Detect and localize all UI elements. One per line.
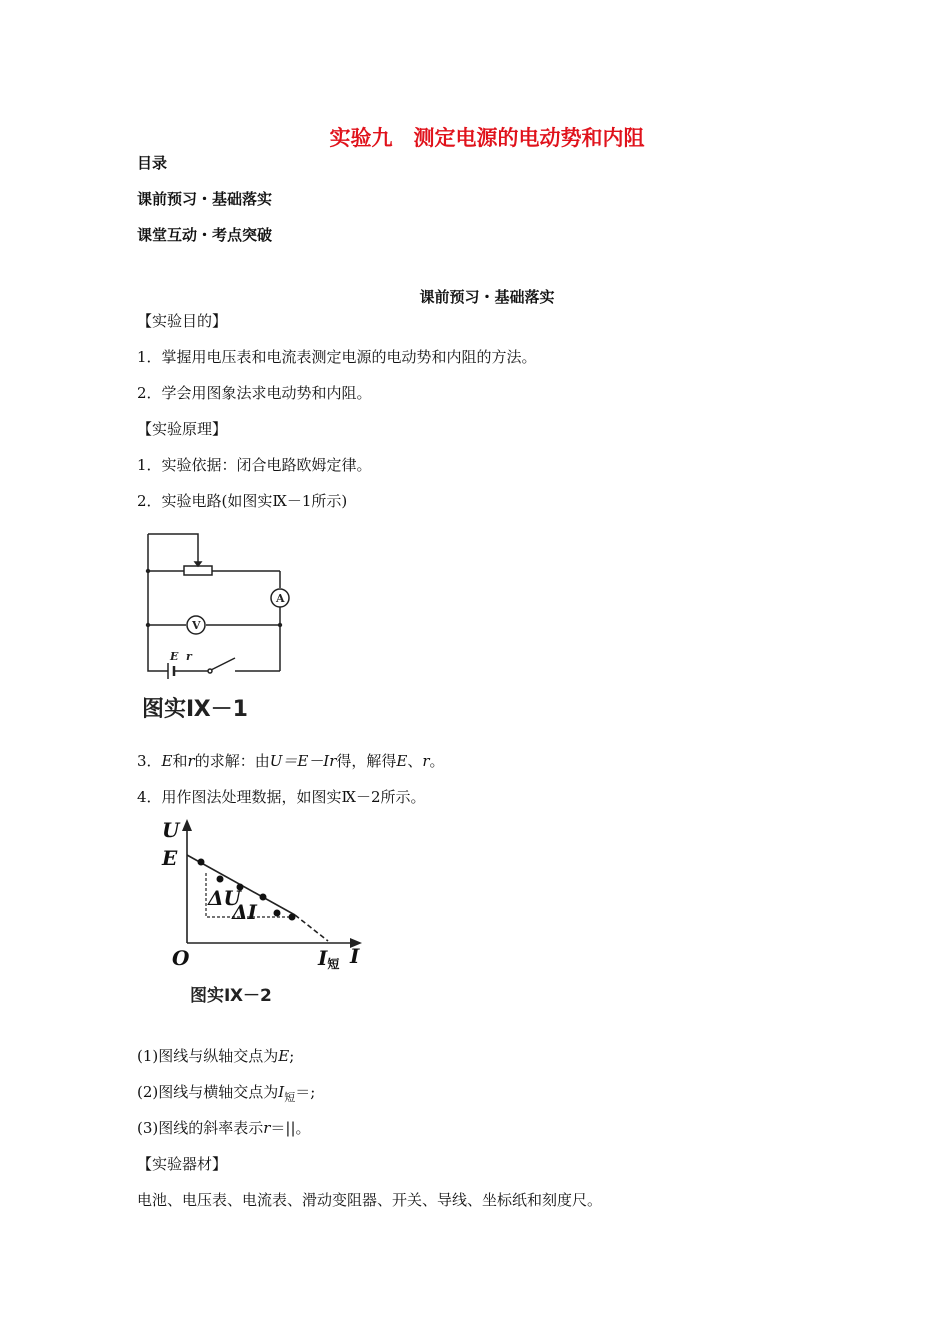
voltmeter-label: V xyxy=(192,619,201,632)
note-2: (2)图线与横轴交点为$I_短=$; xyxy=(137,1083,316,1104)
page-title: 实验九 测定电源的电动势和内阻 xyxy=(329,126,645,150)
delta-i-label: ΔI xyxy=(232,900,257,924)
ammeter-label: A xyxy=(276,592,285,605)
purpose-heading: 【实验目的】 xyxy=(137,312,228,330)
toc-link-classroom[interactable]: 课堂互动・考点突破 xyxy=(137,226,273,244)
switch xyxy=(211,658,235,670)
internal-resistance-label: r xyxy=(186,650,192,663)
data-point xyxy=(217,876,224,883)
x-axis-label: I xyxy=(350,944,360,968)
principle-item-3: 3．E和r的求解：由U＝E－Ir得，解得E、r。 xyxy=(137,752,445,770)
toc-link-preview[interactable]: 课前预习・基础落实 xyxy=(137,190,273,208)
intercept-i-label: I短 xyxy=(318,946,340,971)
circuit-diagram xyxy=(140,528,300,728)
data-point xyxy=(274,910,281,917)
origin-label: O xyxy=(172,946,190,970)
ui-graph xyxy=(160,815,380,1015)
intercept-e-label: E xyxy=(162,846,178,870)
purpose-item-2: 2．学会用图象法求电动势和内阻。 xyxy=(137,384,372,402)
rheostat-slider-wire xyxy=(148,534,198,562)
note-1: (1)图线与纵轴交点为E; xyxy=(137,1047,295,1065)
emf-label: E xyxy=(170,650,179,663)
principle-item-1: 1．实验依据：闭合电路欧姆定律。 xyxy=(137,456,372,474)
data-point xyxy=(198,859,205,866)
data-point xyxy=(260,894,267,901)
note-3: (3)图线的斜率表示r＝||。 xyxy=(137,1119,311,1137)
section-heading: 课前预习・基础落实 xyxy=(419,288,555,306)
delta-u-label: ΔU xyxy=(208,886,241,910)
equipment-text: 电池、电压表、电流表、滑动变阻器、开关、导线、坐标纸和刻度尺。 xyxy=(137,1191,603,1209)
principle-item-4: 4．用作图法处理数据，如图实Ⅸ－2所示。 xyxy=(137,788,426,806)
y-axis-label: U xyxy=(162,818,180,842)
equipment-heading: 【实验器材】 xyxy=(137,1155,228,1173)
purpose-item-1: 1．掌握用电压表和电流表测定电源的电动势和内阻的方法。 xyxy=(137,348,537,366)
data-point xyxy=(289,914,296,921)
figure1-caption: 图实Ⅸ－1 xyxy=(142,697,248,722)
principle-item-2: 2．实验电路(如图实Ⅸ－1所示) xyxy=(137,492,348,510)
rheostat xyxy=(184,566,212,575)
figure2-caption: 图实Ⅸ－2 xyxy=(190,986,272,1006)
principle-heading: 【实验原理】 xyxy=(137,420,228,438)
toc-heading: 目录 xyxy=(137,154,168,172)
